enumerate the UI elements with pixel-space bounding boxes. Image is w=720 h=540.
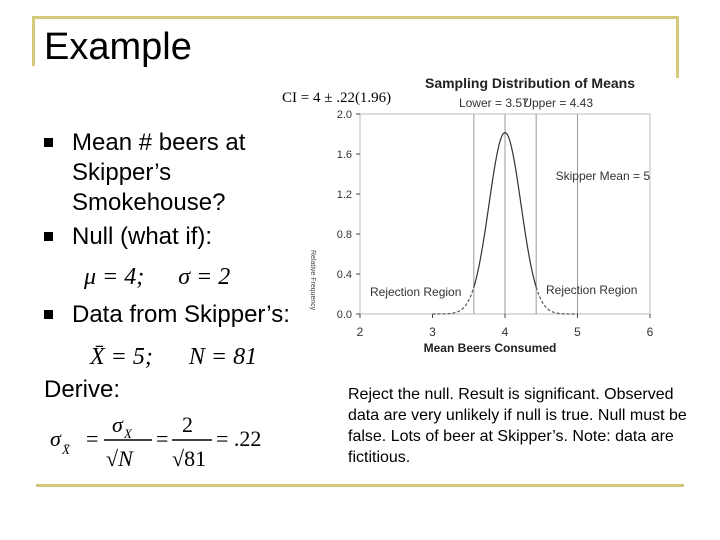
x-tick-label: 3 (429, 325, 436, 339)
x-tick-group (357, 314, 654, 339)
se-lhs-sub: X̄ (62, 442, 70, 457)
rejection-region-right-label: Rejection Region (546, 283, 638, 297)
n-equation: N = 81 (188, 344, 258, 370)
bullet-text: Null (what if): (72, 223, 213, 250)
frame-top-line (32, 16, 678, 19)
conclusion-text: Reject the null. Result is significant. Observed data are very unlikely if null is true. Null must be false. Lots of beer at Skipper’s. Note: data are fictitious. (348, 386, 687, 466)
null-hypothesis-math (84, 264, 230, 291)
bullet-list (44, 128, 314, 252)
frame-left-line (32, 16, 35, 66)
y-tick-label: 1.6 (336, 149, 352, 161)
x-tick-label: 4 (501, 325, 509, 339)
y-tick-label: 0.0 (336, 309, 352, 321)
reference-line-group (459, 96, 650, 314)
se-num2: 2 (182, 412, 193, 437)
standard-error-formula (44, 408, 274, 472)
ci-formula: CI = 4 ± .22(1.96) (282, 90, 392, 106)
reference-line-label: Lower = 3.57 (458, 96, 529, 110)
bullet-text: Mean # beers at Skipper’s Smokehouse? (72, 129, 246, 216)
se-result: = .22 (216, 426, 262, 451)
se-lhs: σ (50, 426, 61, 451)
frame-bottom-line (36, 484, 684, 487)
se-eq2: = (156, 426, 169, 451)
rejection-region-left-label: Rejection Region (370, 285, 462, 299)
slide-title: Example (44, 26, 192, 68)
se-den1: √N (106, 446, 133, 471)
frame-right-line (676, 16, 679, 78)
se-num1-sub: X (124, 426, 132, 441)
y-tick-group (337, 109, 360, 321)
y-axis-label: Relative Frequency (309, 250, 316, 311)
sampling-distribution-chart (300, 70, 670, 366)
bullet-text: Data from Skipper’s: (72, 301, 290, 328)
se-den2: √81 (172, 446, 207, 471)
sigma-equation: σ = 2 (178, 264, 231, 290)
y-tick-label: 0.8 (336, 229, 352, 241)
x-tick-label: 6 (646, 325, 654, 339)
reference-line-label: Upper = 4.43 (523, 96, 594, 110)
derive-label: Derive: (44, 376, 121, 403)
bullet-item-question (44, 128, 314, 218)
data-math (90, 344, 257, 371)
chart-title: Sampling Distribution of Means (424, 75, 636, 91)
x-axis-label: Mean Beers Consumed (423, 341, 557, 355)
se-eq1: = (86, 426, 99, 451)
x-tick-label: 2 (356, 325, 364, 339)
y-tick-label: 2.0 (336, 109, 352, 121)
y-tick-label: 0.4 (336, 269, 352, 281)
xbar-equation: X̄ = 5; (90, 344, 153, 370)
x-tick-label: 5 (574, 325, 581, 339)
reference-line-label: Skipper Mean = 5 (555, 169, 650, 183)
bullet-marker-icon (44, 310, 53, 319)
se-num1: σ (112, 412, 123, 437)
bullet-marker-icon (44, 232, 53, 241)
y-tick-label: 1.2 (336, 189, 352, 201)
bullet-marker-icon (44, 138, 53, 147)
bullet-item-null (44, 222, 314, 252)
mu-equation: μ = 4; (84, 264, 145, 290)
